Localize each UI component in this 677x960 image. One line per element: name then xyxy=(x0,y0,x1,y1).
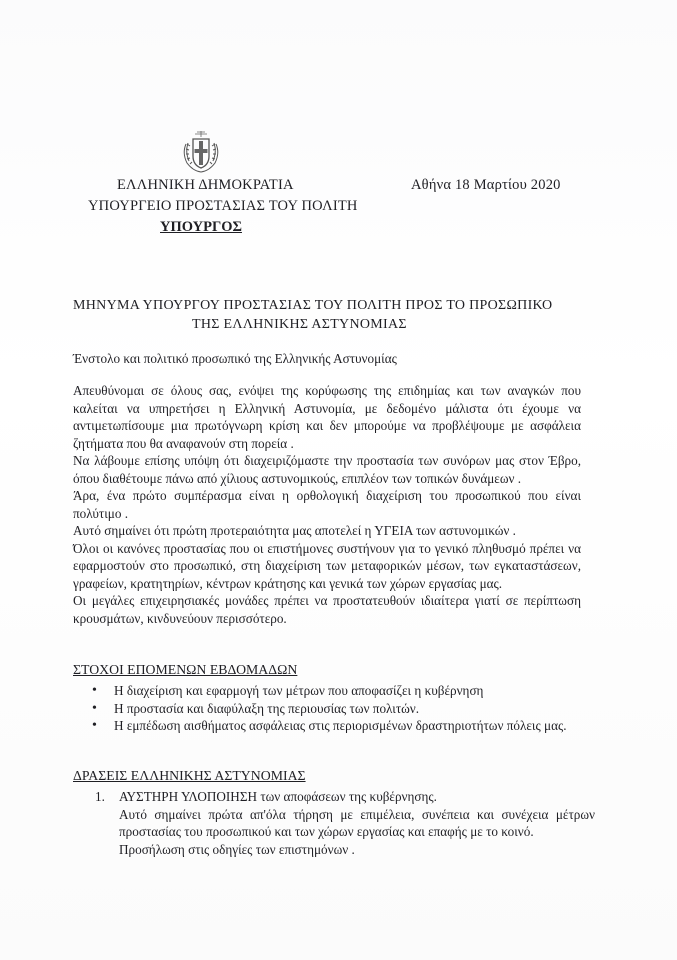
document-title-line1: ΜΗΝΥΜΑ ΥΠΟΥΡΓΟΥ ΠΡΟΣΤΑΣΙΑΣ ΤΟΥ ΠΟΛΙΤΗ ΠΡΟΣ ΤΟ ΠΡΟΣΩΠΙΚΟ xyxy=(73,298,553,313)
actions-list xyxy=(95,788,595,858)
paragraph: Όλοι οι κανόνες προστασίας που οι επιστήμονες συστήνουν για το γενικό πληθυσμό πρέπει να εφαρμοστούν στο προσωπικό, στη διαχείριση των μεταφορικών μέσων, των εγκαταστάσεων, γραφείων, κρατητηρίων, κέντρων κράτησης και γενικά των χώρων εργασίας μας. xyxy=(73,540,581,591)
list-item: • Η διαχείριση και εφαρμογή των μέτρων που αποφασίζει η κυβέρνηση xyxy=(92,682,582,700)
list-item: • Η εμπέδωση αισθήματος ασφάλειας στις περιορισμένων δραστηριοτήτων πόλεις μας. xyxy=(92,717,582,735)
list-item xyxy=(119,788,595,858)
goals-list xyxy=(92,682,582,735)
office-title: ΥΠΟΥΡΓΟΣ xyxy=(160,219,242,235)
paragraph: Να λάβουμε επίσης υπόψη ότι διαχειριζόμαστε την προστασία των συνόρων μας στον Έβρο, όπου διαθέτουμε πάνω από χίλιους αστυνομικούς, επιπλέον των τοπικών δυνάμεων . xyxy=(73,453,581,486)
document-title-line2: ΤΗΣ ΕΛΛΗΝΙΚΗΣ ΑΣΤΥΝΟΜΙΑΣ xyxy=(192,317,407,332)
paragraph: Απευθύνομαι σε όλους σας, ενόψει της κορύφωσης της επιδημίας και των αναγκών που καλείται να υπηρετήσει η Ελληνική Αστυνομία, με δεδομένο μάλιστα ότι έχουμε να αντιμετωπίσουμε μια πρωτόγνωρη κρίση και δεν μπορούμε να προβλέψουμε με ασφάλεια ζητήματα που θα αναφανούν στη πορεία . xyxy=(73,383,581,451)
action-text: Προσήλωση στις οδηγίες των επιστημόνων . xyxy=(119,841,355,857)
country-name: ΕΛΛΗΝΙΚΗ ΔΗΜΟΚΡΑΤΙΑ xyxy=(117,177,294,193)
paragraph: Αυτό σημαίνει ότι πρώτη προτεραιότητα μας αποτελεί η ΥΓΕΙΑ των αστυνομικών . xyxy=(73,523,516,538)
actions-heading: ΔΡΑΣΕΙΣ ΕΛΛΗΝΙΚΗΣ ΑΣΤΥΝΟΜΙΑΣ xyxy=(73,768,306,783)
ministry-name: ΥΠΟΥΡΓΕΙΟ ΠΡΟΣΤΑΣΙΑΣ ΤΟΥ ΠΟΛΙΤΗ xyxy=(88,198,358,214)
goals-heading: ΣΤΟΧΟΙ ΕΠΟΜΕΝΩΝ ΕΒΔΟΜΑΔΩΝ xyxy=(73,662,298,677)
greek-coat-of-arms-icon xyxy=(178,130,224,176)
message-body xyxy=(73,382,581,627)
list-item: • Η προστασία και διαφύλαξη της περιουσίας των πολιτών. xyxy=(92,700,582,718)
action-text: Αυτό σημαίνει πρώτα απ'όλα τήρηση με επιμέλεια, συνέπεια και συνέχεια μέτρων προστασίας του προσωπικού και των χώρων εργασίας και επαφής με το κοινό. xyxy=(119,806,595,839)
paragraph: Άρα, ένα πρώτο συμπέρασμα είναι η ορθολογική διαχείριση του προσωπικού που είναι πολύτιμο . xyxy=(73,488,581,521)
action-title: ΑΥΣΤΗΡΗ ΥΛΟΠΟΙΗΣΗ των αποφάσεων της κυβέρνησης. xyxy=(119,789,437,804)
list-number: 1. xyxy=(95,789,105,804)
place-date: Αθήνα 18 Μαρτίου 2020 xyxy=(411,177,561,193)
paragraph: Οι μεγάλες επιχειρησιακές μονάδες πρέπει να προστατευθούν ιδιαίτερα γιατί σε περίπτωση κρουσμάτων, κινδυνεύουν περισσότερο. xyxy=(73,593,581,626)
salutation: Ένστολο και πολιτικό προσωπικό της Ελληνικής Αστυνομίας xyxy=(73,351,397,366)
